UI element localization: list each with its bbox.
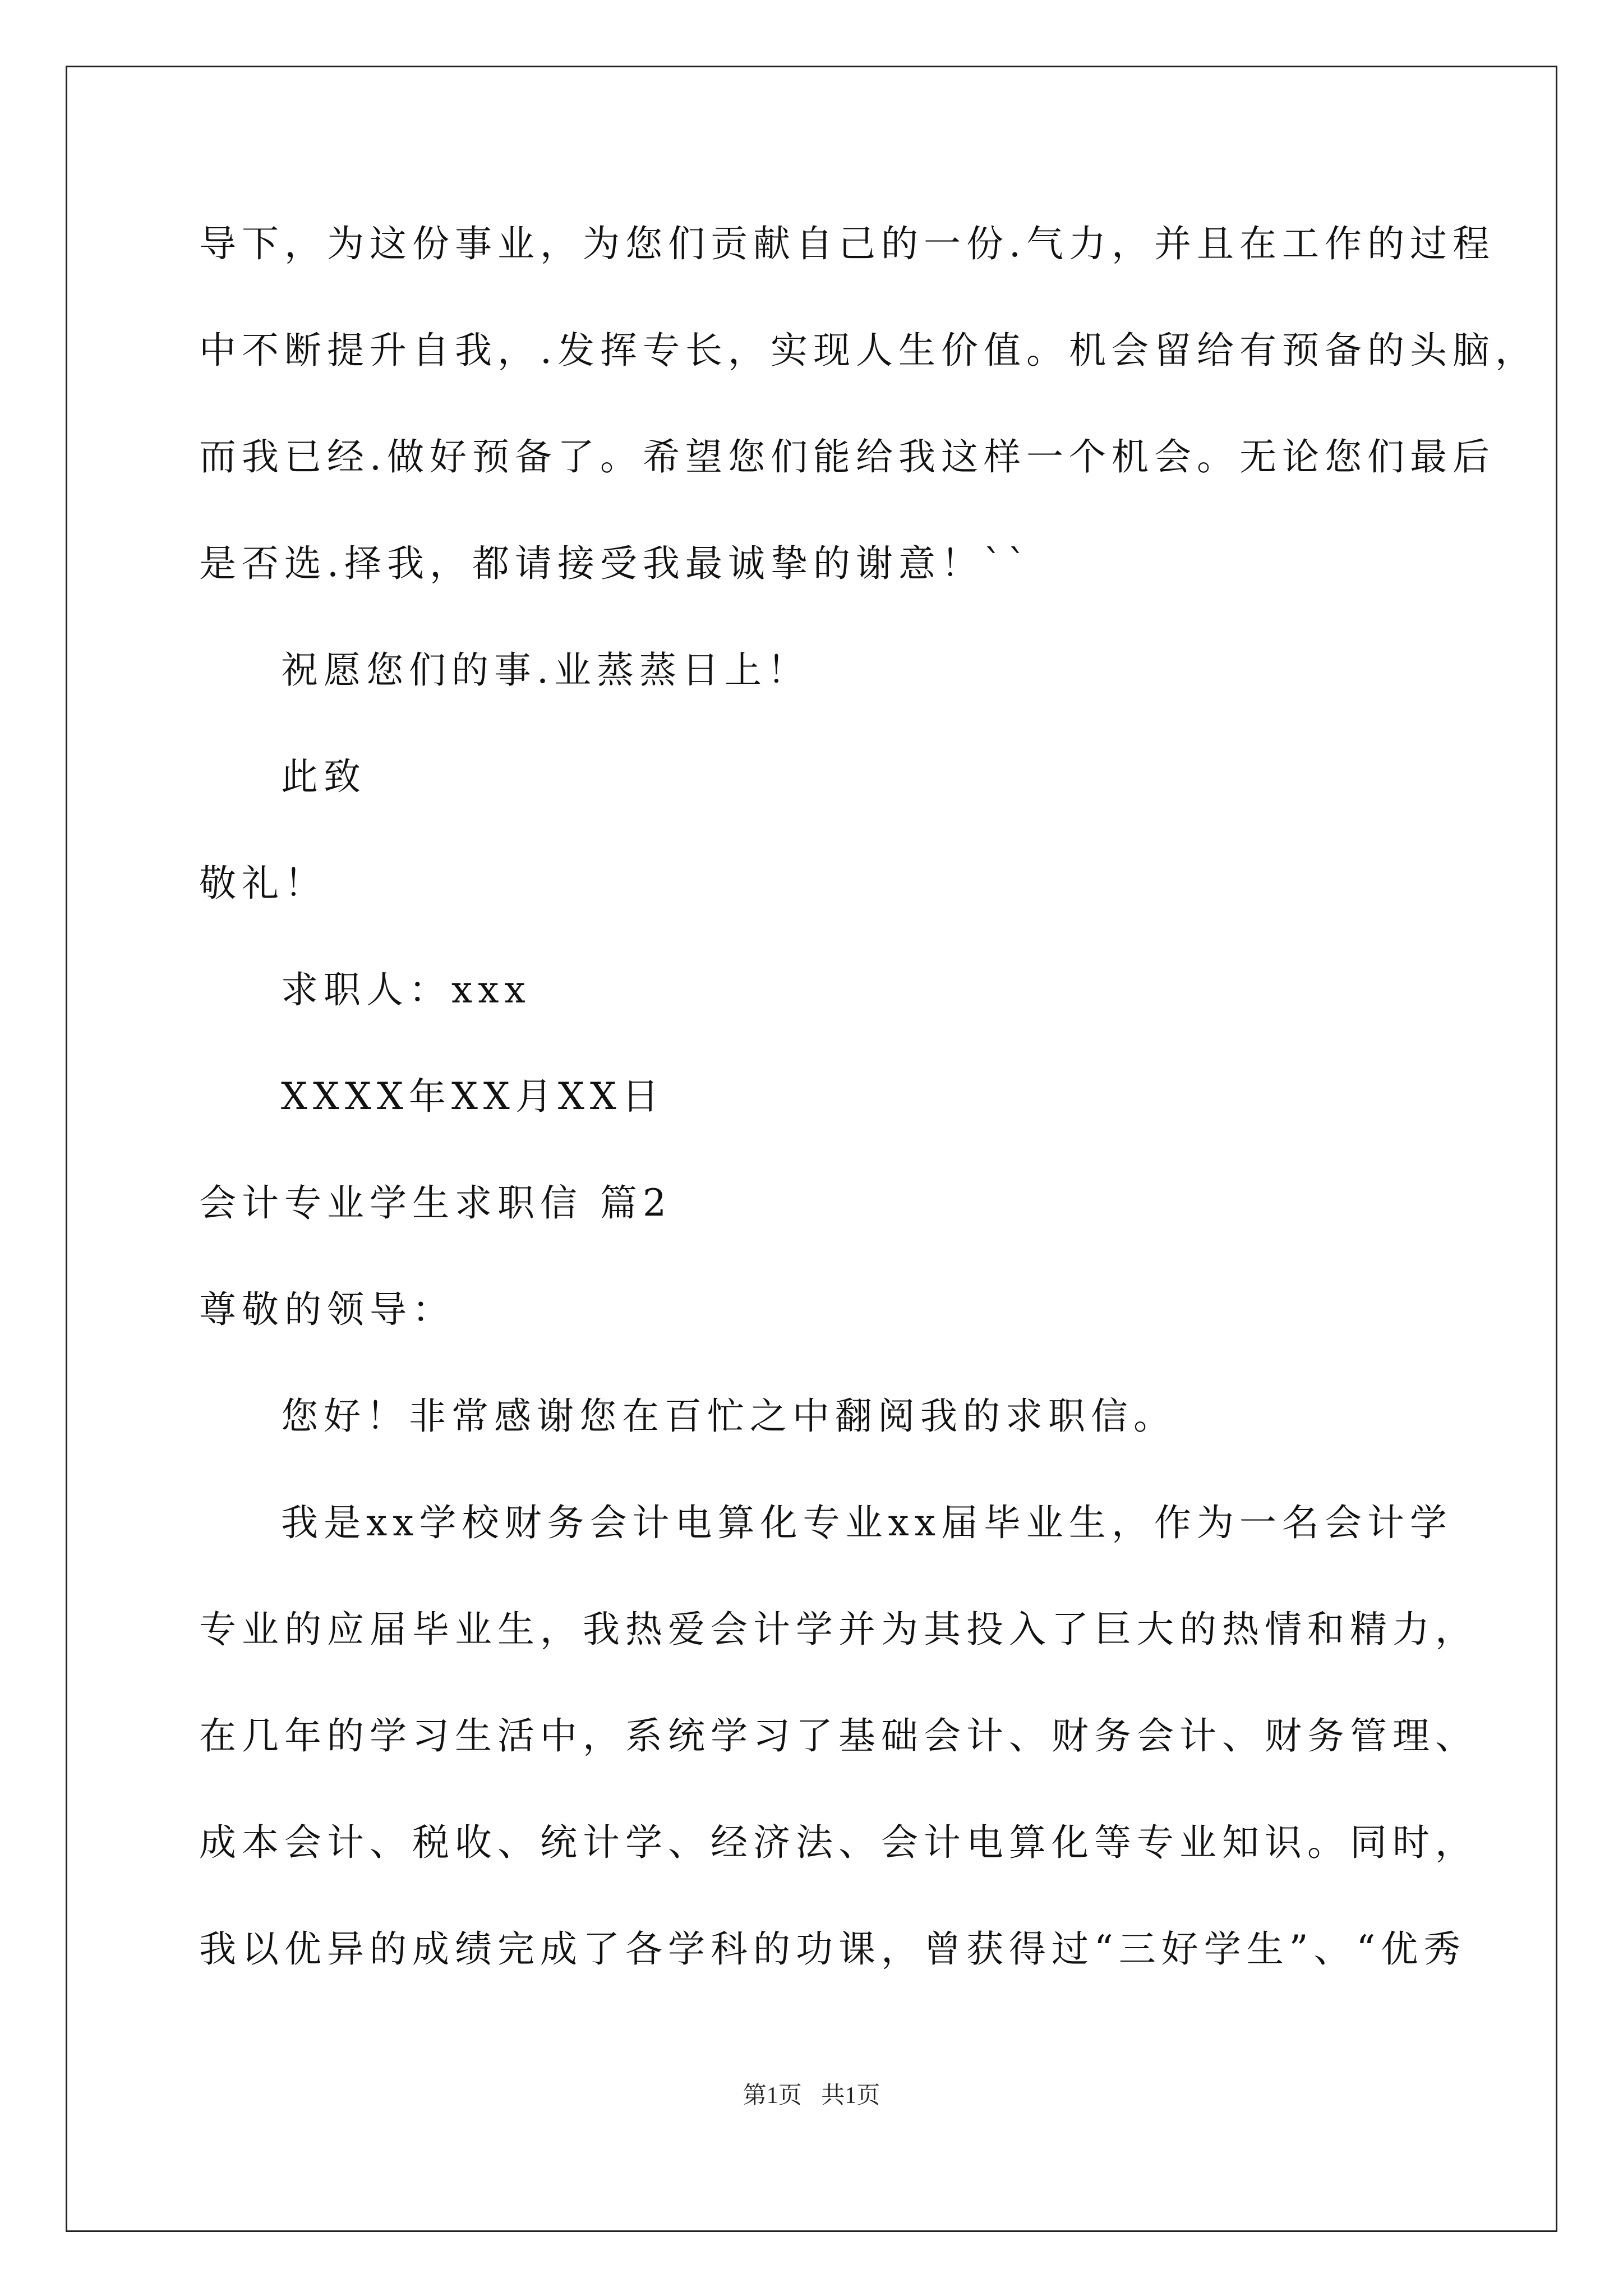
- page-footer: [0, 2077, 1623, 2110]
- page-number: 第1页: [743, 2083, 802, 2109]
- greeting-line: 尊敬的领导：: [199, 1288, 455, 1331]
- body-line: 成本会计、税收、统计学、经济法、会计电算化等专业知识。同时，: [199, 1821, 1478, 1864]
- body-line: 而我已经.做好预备了。希望您们能给我这样一个机会。无论您们最后: [199, 435, 1495, 478]
- body-line: 专业的应届毕业生，我热爱会计学并为其投入了巨大的热情和精力，: [199, 1608, 1478, 1651]
- salutation-line: 敬礼！: [199, 862, 327, 905]
- closing-line: 此致: [281, 755, 366, 798]
- body-line: 您好！非常感谢您在百忙之中翻阅我的求职信。: [281, 1395, 1176, 1438]
- body-line: 导下，为这份事业，为您们贡献自己的一份.气力，并且在工作的过程: [199, 222, 1495, 265]
- body-line: 中不断提升自我，.发挥专长，实现人生价值。机会留给有预备的头脑，: [199, 329, 1538, 372]
- page-total: 共1页: [821, 2083, 880, 2109]
- body-line: 我以优异的成绩完成了各学科的功课，曾获得过“三好学生”、“优秀: [199, 1927, 1467, 1971]
- body-line: 在几年的学习生活中，系统学习了基础会计、财务会计、财务管理、: [199, 1714, 1478, 1757]
- date-line: XXXX年XX月XX日: [281, 1075, 665, 1118]
- section-heading: 会计专业学生求职信 篇2: [199, 1181, 672, 1225]
- wishes-line: 祝愿您们的事.业蒸蒸日上！: [281, 648, 810, 692]
- body-line: 是否选.择我，都请接受我最诚挚的谢意！``: [199, 542, 1032, 585]
- body-line: 我是xx学校财务会计电算化专业xx届毕业生，作为一名会计学: [281, 1501, 1453, 1544]
- page-border: [66, 66, 1557, 2232]
- signature-line: 求职人：xxx: [281, 968, 531, 1011]
